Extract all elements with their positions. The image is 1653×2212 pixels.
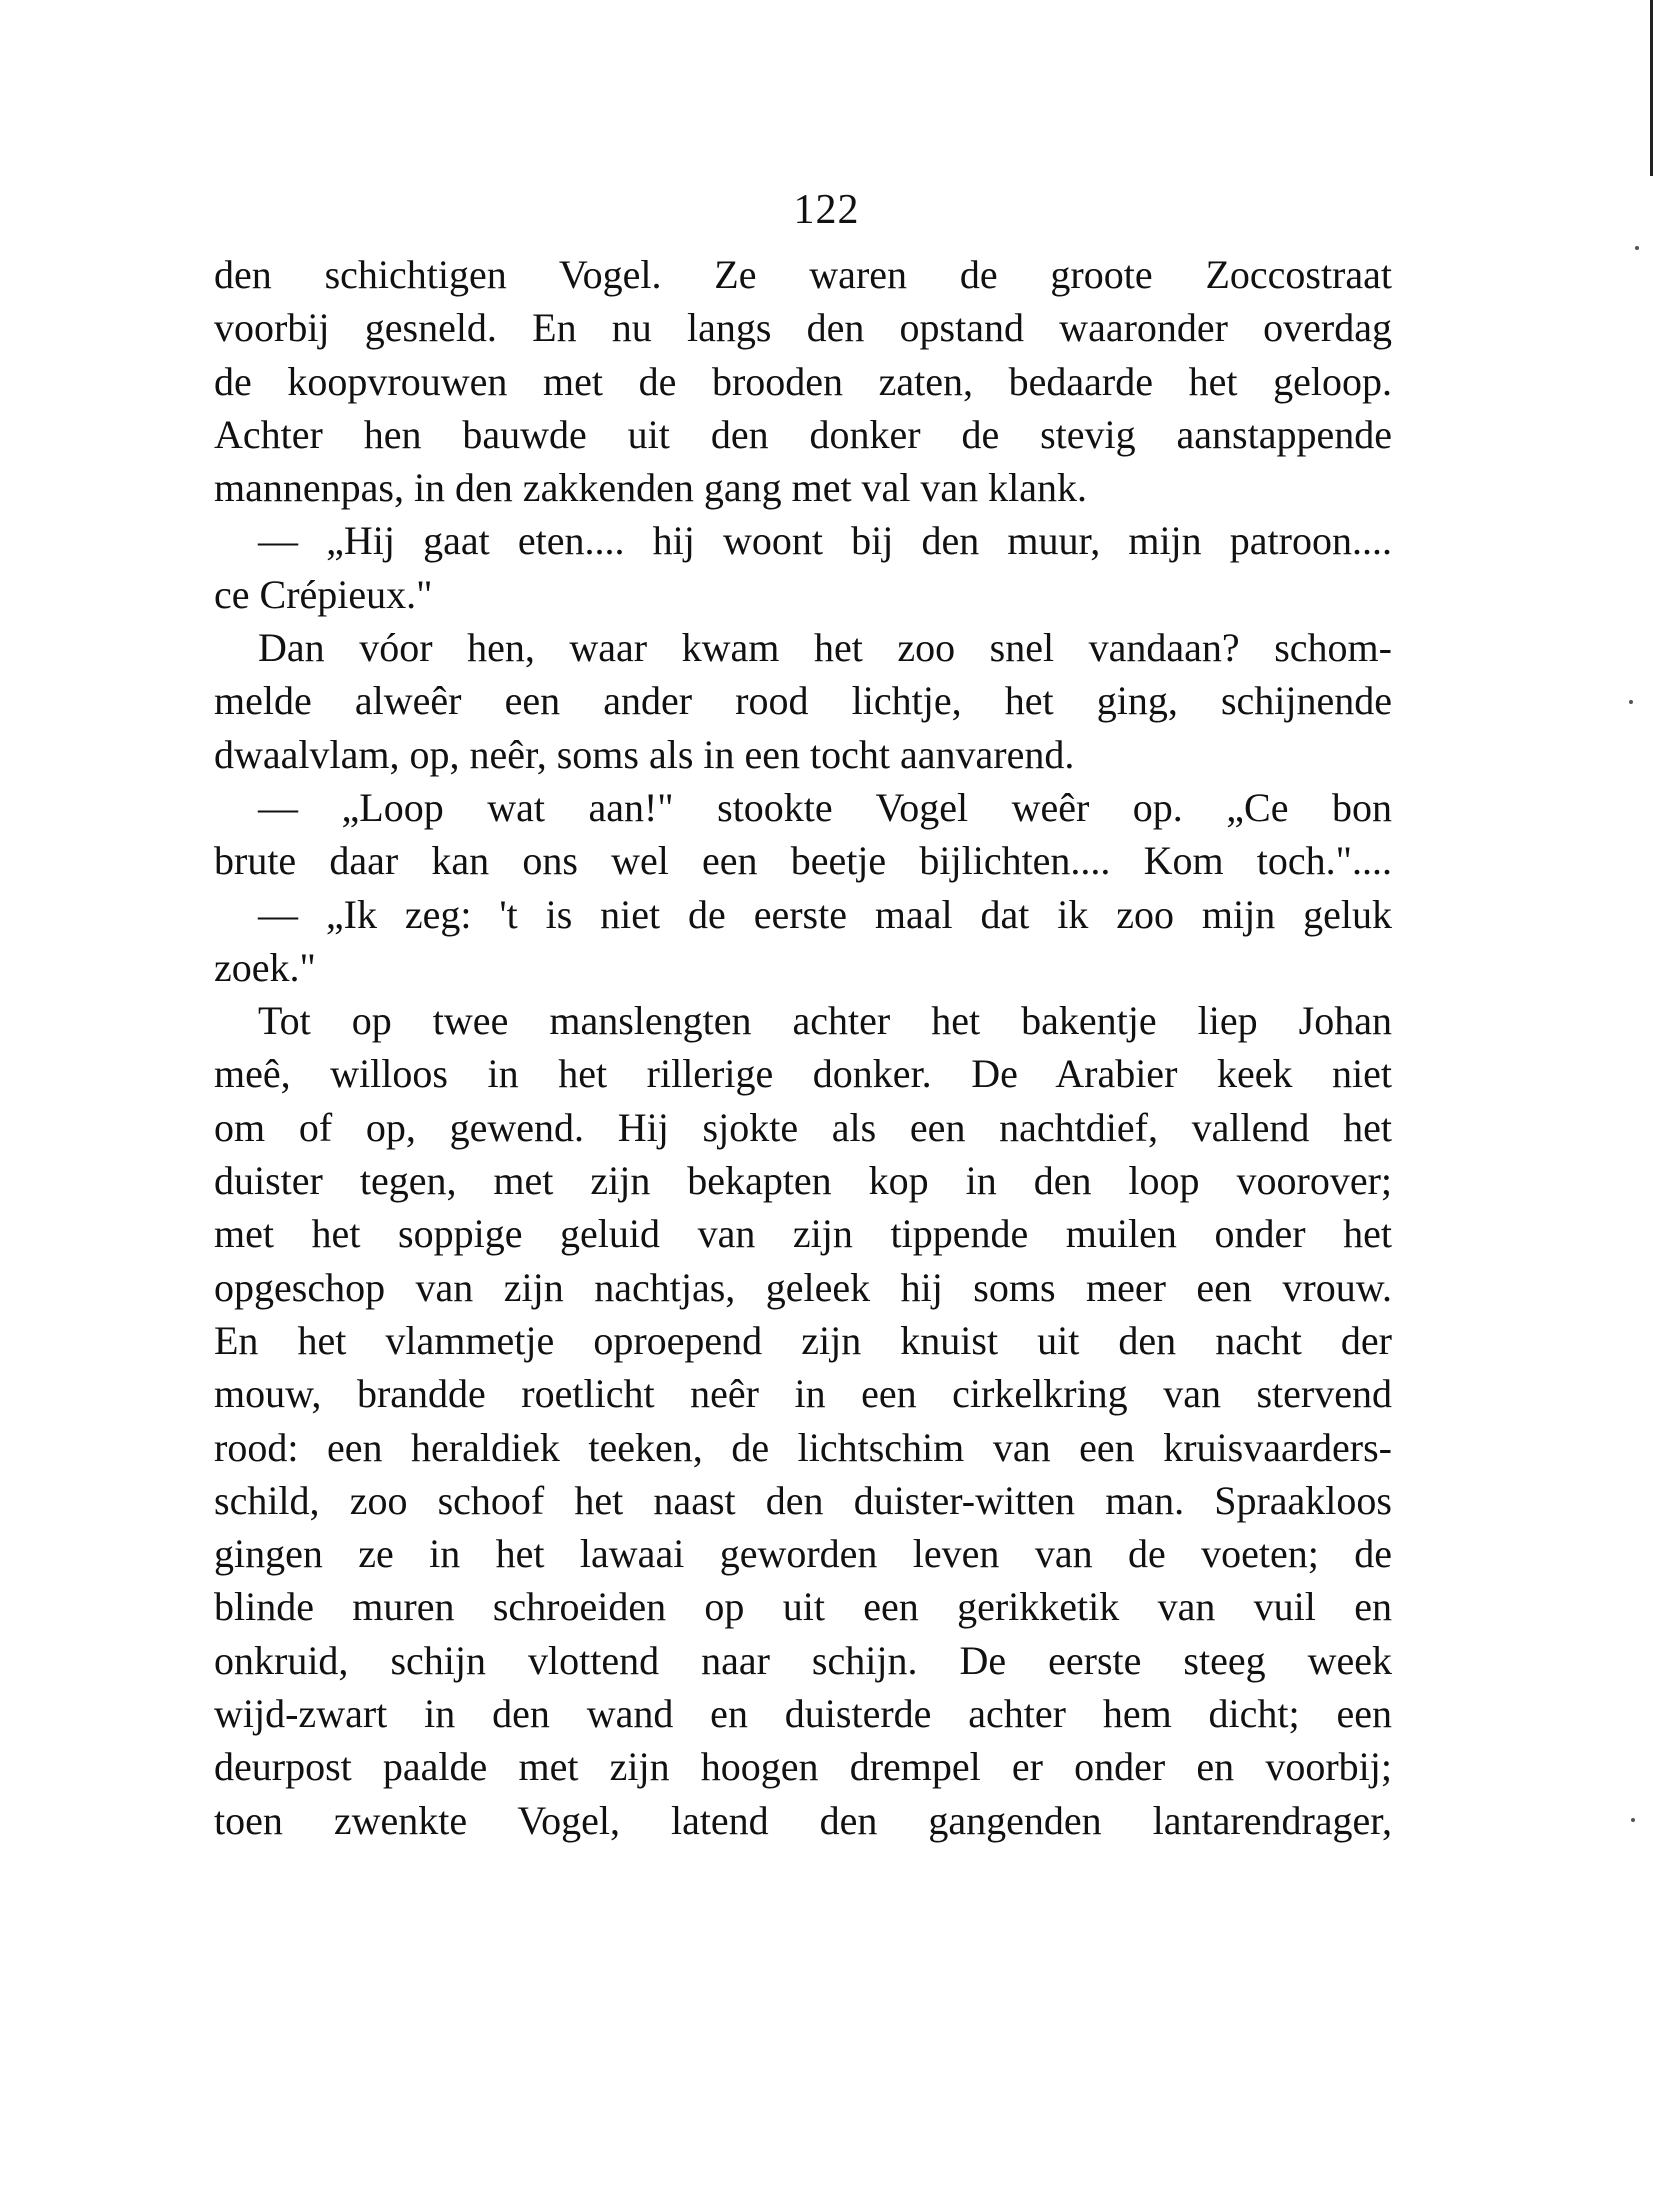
text-line: gingen ze in het lawaai geworden leven van de voeten; de <box>214 1531 1392 1577</box>
text-line: om of op, gewend. Hij sjokte als een nachtdief, vallend het <box>214 1104 1392 1150</box>
scan-speck <box>1631 1818 1635 1822</box>
page-number: 122 <box>793 187 860 233</box>
text-line: toen zwenkte Vogel, latend den gangenden lantarendrager, <box>214 1797 1392 1843</box>
text-line: deurpost paalde met zijn hoogen drempel er onder en voorbij; <box>214 1744 1392 1790</box>
text-line: — „Loop wat aan!" stookte Vogel weêr op. „Ce bon <box>258 784 1392 830</box>
text-line: blinde muren schroeiden op uit een gerikketik van vuil en <box>214 1584 1392 1630</box>
text-line: wijd-zwart in den wand en duisterde achter hem dicht; een <box>214 1691 1392 1737</box>
text-line: — „Ik zeg: 't is niet de eerste maal dat ik zoo mijn geluk <box>258 891 1392 937</box>
scan-speck <box>1629 700 1633 704</box>
text-line: mouw, brandde roetlicht neêr in een cirkelkring van stervend <box>214 1371 1392 1417</box>
text-line: dwaalvlam, op, neêr, soms als in een tocht aanvarend. <box>214 731 1075 777</box>
text-line: met het soppige geluid van zijn tippende muilen onder het <box>214 1211 1392 1257</box>
text-line: — „Hij gaat eten.... hij woont bij den muur, mijn patroon.... <box>258 518 1392 564</box>
text-line: schild, zoo schoof het naast den duister-witten man. Spraakloos <box>214 1477 1392 1523</box>
scan-speck <box>1635 246 1639 250</box>
text-line: duister tegen, met zijn bekapten kop in den loop voorover; <box>214 1158 1392 1204</box>
text-line: de koopvrouwen met de brooden zaten, bedaarde het geloop. <box>214 358 1392 404</box>
text-line: Dan vóor hen, waar kwam het zoo snel vandaan? schom- <box>258 625 1392 671</box>
text-line: voorbij gesneld. En nu langs den opstand waaronder overdag <box>214 305 1392 351</box>
text-line: melde alweêr een ander rood lichtje, het ging, schijnende <box>214 678 1392 724</box>
text-line: ce Crépieux." <box>214 571 433 617</box>
text-line: opgeschop van zijn nachtjas, geleek hij soms meer een vrouw. <box>214 1264 1392 1310</box>
body-text <box>214 248 1392 1847</box>
text-line: den schichtigen Vogel. Ze waren de groote Zoccostraat <box>214 252 1392 297</box>
text-line: meê, willoos in het rillerige donker. De Arabier keek niet <box>214 1051 1392 1097</box>
text-line: En het vlammetje oproepend zijn knuist uit den nacht der <box>214 1317 1392 1363</box>
text-line: Tot op twee manslengten achter het bakentje liep Johan <box>258 998 1392 1044</box>
text-line: zoek." <box>214 944 316 990</box>
text-line: brute daar kan ons wel een beetje bijlichten.... Kom toch.".... <box>214 838 1392 884</box>
text-line: mannenpas, in den zakkenden gang met val van klank. <box>214 465 1088 511</box>
text-line: rood: een heraldiek teeken, de lichtschim van een kruisvaarders- <box>214 1424 1392 1470</box>
text-line: Achter hen bauwde uit den donker de stevig aanstappende <box>214 411 1392 457</box>
text-line: onkruid, schijn vlottend naar schijn. De eerste steeg week <box>214 1637 1392 1683</box>
